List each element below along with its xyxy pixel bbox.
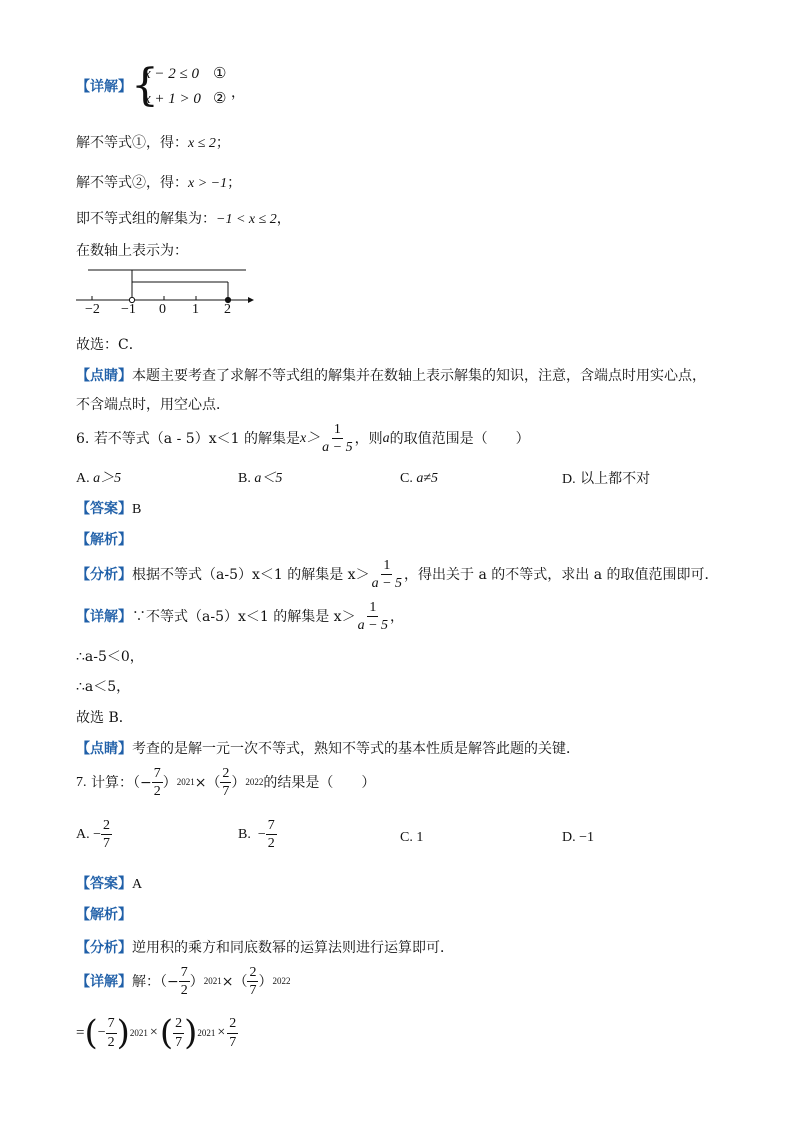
- q7-stem: [76, 766, 375, 800]
- q7-detail-frac2-den: 7: [249, 983, 257, 999]
- step1-semicolon: ；: [215, 135, 230, 151]
- q6-option-a-text: a＞5: [93, 471, 122, 486]
- q7-exp2: 2022: [245, 777, 264, 788]
- q6-option-d-text: 以上都不对: [580, 471, 651, 487]
- q6-stem-a: 若不等式（a - 5）x＜1 的解集是: [93, 430, 300, 447]
- q7-detail-tag: 【详解】: [76, 973, 132, 990]
- q7-eq-exp1: 2021: [129, 1027, 148, 1038]
- step4-text: 在数轴上表示为：: [76, 243, 188, 259]
- q6-var-a: a: [382, 430, 390, 446]
- solution-bars: [88, 270, 246, 298]
- q6-comment-text: 考查的是解一元一次不等式，熟知不等式的基本性质是解答此题的关键．: [132, 741, 580, 757]
- step2-label: 解不等式②，得：: [76, 175, 188, 191]
- q7-detail-frac1-num: 7: [179, 965, 190, 982]
- comma: ，: [231, 85, 245, 101]
- q7-stem-label: 计算：（−: [90, 774, 152, 791]
- q7-eq-frac1: [106, 1016, 117, 1050]
- q7-exp1: 2021: [176, 777, 195, 788]
- axis-label-2: 2: [224, 302, 231, 317]
- q7-eq-equals: =: [76, 1024, 85, 1041]
- q6-option-a-letter: A.: [76, 471, 90, 486]
- q7-detail-exp1: 2021: [203, 976, 222, 987]
- q6-detail-a: ∵不等式（a-5）x＜1 的解集是 x＞: [132, 608, 356, 625]
- q7-option-b: [238, 818, 277, 852]
- q7-eq-frac3-den: 7: [229, 1034, 237, 1050]
- q7-option-d-letter: D.: [562, 830, 576, 845]
- axis-arrow: [248, 297, 254, 303]
- q6-detail-tag: 【详解】: [76, 608, 132, 625]
- circle-one: ①: [213, 64, 227, 82]
- q6-option-c-letter: C.: [400, 471, 413, 486]
- q7-analyze-text: 逆用积的乘方和同底数幂的运算法则进行运算即可．: [132, 940, 454, 956]
- q7-detail: [76, 965, 290, 999]
- q6-comment: [76, 742, 580, 756]
- q7-detail-frac1: [179, 965, 190, 999]
- q7-option-a-letter: A.: [76, 826, 90, 842]
- q7-eq-times-2: ×: [217, 1025, 226, 1040]
- comment-text-1: 本题主要考查了求解不等式组的解集并在数轴上表示解集的知识，注意，含端点时用实心点，: [132, 368, 706, 384]
- q7-answer-value: A: [132, 877, 143, 892]
- step3-text: [76, 212, 291, 227]
- q7-close-paren-2: ）: [231, 774, 246, 791]
- q7-option-a-den: 7: [103, 836, 111, 852]
- q7-detail-close-2: ）: [258, 973, 273, 990]
- q7-option-a-num: 2: [101, 818, 112, 835]
- q7-option-c-letter: C.: [400, 830, 413, 845]
- q6-analyze-b: ，得出关于 a 的不等式，求出 a 的取值范围即可．: [404, 566, 719, 583]
- q7-eq-frac2-num: 2: [173, 1016, 184, 1033]
- q7-detail-close-1: ）: [189, 973, 204, 990]
- q6-stem: [76, 422, 530, 456]
- q6-stem-b: ，则: [354, 430, 383, 447]
- step1-label: 解不等式①，得：: [76, 135, 188, 151]
- q7-frac1-num: 7: [152, 766, 163, 783]
- q6-option-b: [238, 472, 282, 486]
- comment-tag: 【点睛】: [76, 368, 132, 384]
- q6-option-d: [562, 472, 650, 487]
- system-line-2: x + 1 > 0: [144, 91, 201, 107]
- q6-choice: 故选 B．: [76, 710, 133, 726]
- q7-equation: [76, 1013, 238, 1053]
- step3-result: −1 < x ≤ 2: [216, 212, 277, 227]
- q7-option-b-frac: [266, 818, 277, 852]
- q6-comment-tag: 【点睛】: [76, 741, 132, 757]
- q7-analyze-tag: 【分析】: [76, 940, 132, 956]
- q7-eq-frac1-num: 7: [106, 1016, 117, 1033]
- q5-comment-line-1: [76, 369, 706, 383]
- q7-option-b-num: 7: [266, 818, 277, 835]
- q7-option-c-text: 1: [416, 830, 424, 845]
- q6-detail: [76, 600, 404, 634]
- q7-option-b-sign: −: [257, 826, 266, 842]
- q6-option-b-letter: B.: [238, 471, 251, 486]
- q7-analyze: [76, 941, 454, 955]
- q6-analyze: [76, 558, 719, 592]
- analyze-tag: 【分析】: [76, 566, 132, 583]
- axis-ticks: [92, 296, 228, 300]
- axis-label-neg2: −2: [85, 302, 100, 317]
- step2-text: [76, 176, 241, 191]
- q6-detail-frac-den: a − 5: [357, 618, 389, 634]
- q7-answer: [76, 877, 142, 892]
- q7-frac1-den: 2: [153, 784, 161, 800]
- q7-times: ×（: [194, 774, 221, 791]
- q7-answer-tag: 【答案】: [76, 876, 132, 892]
- q7-eq-frac3-num: 2: [227, 1016, 238, 1033]
- q7-detail-exp2: 2022: [272, 976, 291, 987]
- q6-line2: ∴a＜5，: [76, 679, 131, 695]
- q7-eq-paren-open-1: (: [84, 1013, 98, 1053]
- step3-label: 即不等式组的解集为：: [76, 211, 216, 227]
- axis-label-0: 0: [159, 302, 166, 317]
- q7-option-c: [400, 831, 423, 845]
- q7-frac2-den: 7: [222, 784, 230, 800]
- q7-detail-prefix: 解：（−: [132, 973, 179, 990]
- step1-text: [76, 136, 230, 151]
- q6-option-c: [400, 472, 438, 486]
- q6-answer-value: B: [132, 502, 142, 517]
- q6-option-d-letter: D.: [562, 472, 576, 487]
- axis-label-neg1: −1: [121, 302, 136, 317]
- q7-option-a: [76, 818, 112, 852]
- q7-option-a-frac: [101, 818, 112, 852]
- q7-detail-frac1-den: 2: [180, 983, 188, 999]
- q6-analysis-tag: 【解析】: [76, 532, 132, 548]
- step3-end: ，: [276, 211, 291, 227]
- q6-frac-num: 1: [332, 422, 343, 439]
- q6-fraction: [320, 422, 354, 456]
- q7-analysis-tag: 【解析】: [76, 907, 132, 923]
- circle-two: ②: [213, 89, 227, 107]
- q7-eq-times-1: ×: [149, 1025, 158, 1040]
- q6-analyze-a: 根据不等式（a-5）x＜1 的解集是 x＞: [132, 566, 370, 583]
- q7-option-d-text: −1: [579, 830, 595, 845]
- q7-eq-exp2: 2021: [197, 1027, 216, 1038]
- q6-detail-frac-num: 1: [367, 600, 378, 617]
- q7-detail-times: ×（: [221, 973, 248, 990]
- left-brace: {: [131, 60, 159, 111]
- step1-result: x ≤ 2: [188, 136, 216, 151]
- q7-stem-frac2: [220, 766, 231, 800]
- q6-option-c-text: a≠5: [416, 471, 439, 486]
- q6-answer: [76, 502, 141, 517]
- detail-tag: 【详解】: [76, 79, 132, 95]
- q7-number: 7.: [76, 774, 87, 790]
- q7-eq-paren-close-2: ): [184, 1013, 198, 1053]
- q6-frac-den: a − 5: [322, 440, 353, 456]
- q6-line1: ∴a-5＜0，: [76, 649, 144, 665]
- q7-option-b-den: 2: [267, 836, 275, 852]
- q7-eq-frac1-den: 2: [107, 1034, 115, 1050]
- q6-detail-b: ，: [390, 608, 405, 625]
- q6-option-b-text: a＜5: [254, 471, 283, 486]
- step2-result: x > −1: [188, 176, 228, 191]
- q5-comment-line-2: 不含端点时，用空心点．: [76, 397, 230, 413]
- q7-eq-frac3: [227, 1016, 238, 1050]
- q6-analyze-fraction: [370, 558, 404, 592]
- axis-label-1: 1: [192, 302, 199, 317]
- q6-detail-fraction: [356, 600, 390, 634]
- q7-eq-paren-close-1: ): [116, 1013, 130, 1053]
- q7-eq-paren-open-2: (: [159, 1013, 174, 1053]
- answer-tag: 【答案】: [76, 501, 132, 517]
- q6-analyze-frac-den: a − 5: [371, 576, 403, 592]
- q7-eq-frac2: [173, 1016, 184, 1050]
- q7-detail-frac2-num: 2: [247, 965, 258, 982]
- q6-stem-c: 的取值范围是（ ）: [389, 430, 530, 447]
- q7-option-d: [562, 831, 594, 845]
- q7-stem-end: 的结果是（ ）: [263, 774, 376, 791]
- q6-number: 6.: [76, 430, 90, 447]
- q7-eq-frac2-den: 7: [175, 1034, 183, 1050]
- step2-semicolon: ；: [227, 175, 242, 191]
- system-line-1: x − 2 ≤ 0: [144, 66, 200, 82]
- q7-eq-minus: −: [97, 1025, 106, 1040]
- q7-frac2-num: 2: [220, 766, 231, 783]
- q6-option-a: [76, 472, 121, 486]
- q6-stem-x: x＞: [299, 430, 321, 446]
- q7-stem-frac1: [152, 766, 163, 800]
- q7-detail-frac2: [247, 965, 258, 999]
- q5-choice: 故选：C．: [76, 337, 143, 353]
- q6-analyze-frac-num: 1: [381, 558, 392, 575]
- q7-close-paren-1: ）: [162, 774, 177, 791]
- q7-option-a-sign: −: [93, 826, 102, 842]
- q7-option-b-letter: B.: [238, 826, 251, 842]
